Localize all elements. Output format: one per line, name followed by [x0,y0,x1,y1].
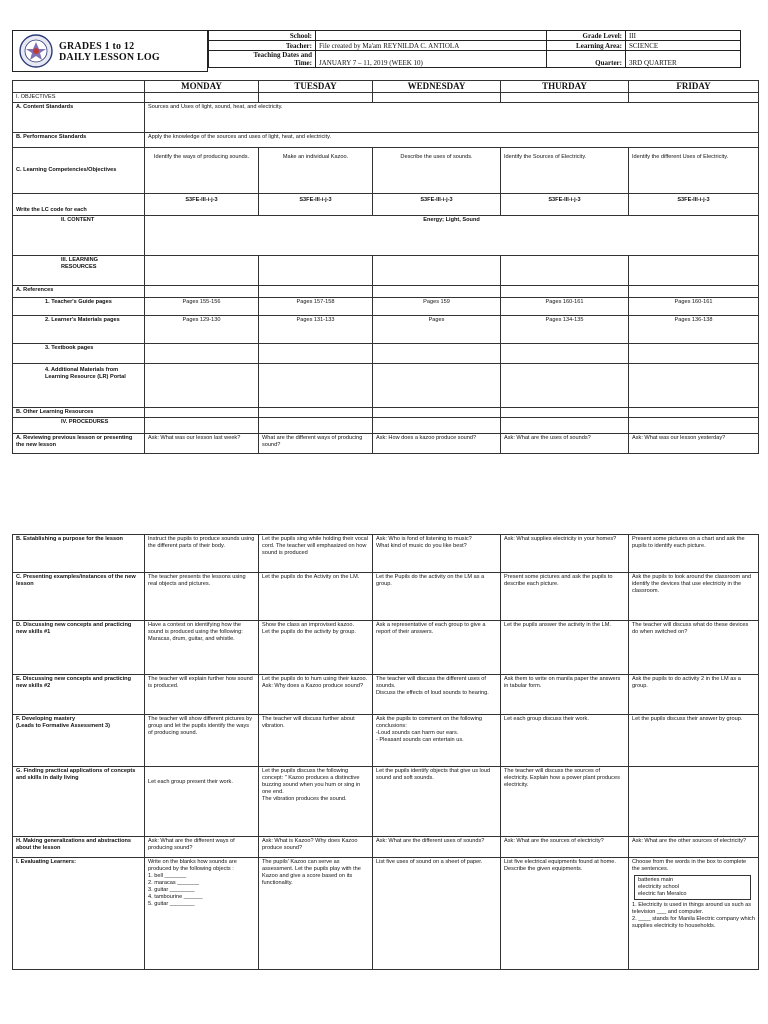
cell-thursday: The teacher will discuss the sources of electricity. Explain how a power plant produces electricity. [501,767,629,837]
performance-standards-value: Apply the knowledge of the sources and uses of light, heat, and electricity. [145,133,759,148]
performance-standards-label: B. Performance Standards [13,133,145,148]
competencies-row [13,148,759,194]
lc-code-wednesday: S3FE-III-i-j-3 [373,194,501,216]
content-standards-value: Sources and Uses of light, sound, heat, and electricity. [145,103,759,133]
eval-thursday: List five electrical equipments found at home. Describe the given equipments. [501,858,629,970]
table-row [13,535,759,573]
cell-friday: Ask the pupils to look around the classroom and identify the devices that use electricity in the classroom. [629,573,759,621]
row-label: H. Making generalizations and abstractions about the lesson [13,837,145,858]
area-value: SCIENCE [626,41,741,51]
learning-resources-label: III. LEARNING RESOURCES [13,256,145,286]
competency-monday: Identify the ways of producing sounds. [145,148,259,194]
grade-label: Grade Level: [547,31,626,41]
eval-friday [629,858,759,970]
teacher-label: Teacher: [209,41,316,51]
cell-wednesday: Ask: Who is fond of listening to music? What kind of music do you like best? [373,535,501,573]
lm-pages-wednesday: Pages [373,316,501,344]
additional-materials-label: 4. Additional Materials from Learning Resource (LR) Portal [13,364,145,408]
header [12,30,757,72]
eval-monday: Write on the blanks how sounds are produced by the following objects : 1. bell _______ 2. maracas _______ 3. guitar ________ 4. tambourine ______ 5. guitar ________ [145,858,259,970]
lm-pages-thursday: Pages 134-135 [501,316,629,344]
cell-wednesday: Ask a representative of each group to give a report of their answers. [373,621,501,675]
cell-thursday: Ask them to write on manila paper the answers in tabular form. [501,675,629,715]
review-label: A. Reviewing previous lesson or presenting the new lesson [13,434,145,454]
tg-pages-monday: Pages 155-156 [145,298,259,316]
competencies-label: C. Learning Competencies/Objectives [13,148,145,194]
eval-friday-items: 1. Electricity is used in things around us such as television ___ and computer. 2. ____ stands for Manila Electric company which supplies electricity to households. [632,902,755,929]
lm-pages-friday: Pages 136-138 [629,316,759,344]
lc-code-label: Write the LC code for each [13,194,145,216]
tg-pages-thursday: Pages 160-161 [501,298,629,316]
quarter-value: 3RD QUARTER [626,51,741,68]
grade-value: III [626,31,741,41]
day-monday: MONDAY [145,81,259,93]
objectives-label: I. OBJECTIVES [13,93,145,103]
cell-monday: Instruct the pupils to produce sounds using the different parts of their body. [145,535,259,573]
teachers-guide-label: 1. Teacher's Guide pages [13,298,145,316]
day-thursday: THURDAY [501,81,629,93]
other-resources-label: B. Other Learning Resources [13,408,145,418]
cell-wednesday: Ask: What are the different uses of sounds? [373,837,501,858]
dates-value: JANUARY 7 – 11, 2019 (WEEK 10) [316,51,547,68]
day-header-row [13,81,759,93]
cell-wednesday: Let the pupils identify objects that give us loud sound and soft sounds. [373,767,501,837]
cell-monday: The teacher presents the lessons using real objects and pictures. [145,573,259,621]
lc-code-monday: S3FE-III-i-j-3 [145,194,259,216]
cell-friday: Ask the pupils to do activity 2 in the LM as a group. [629,675,759,715]
cell-friday: Present some pictures on a chart and ask the pupils to identify each picture. [629,535,759,573]
references-row [13,286,759,298]
performance-standards-row [13,133,759,148]
learning-resources-row [13,256,759,286]
content-row [13,216,759,256]
dates-label-1: Teaching Dates and [253,51,312,59]
competency-wednesday: Describe the uses of sounds. [373,148,501,194]
content-standards-row [13,103,759,133]
eval-wednesday: List five uses of sound on a sheet of paper. [373,858,501,970]
other-resources-row [13,408,759,418]
cell-wednesday: Ask the pupils to comment on the following conclusions: -Loud sounds can harm our ears. - Pleasant sounds can entertain us. [373,715,501,767]
cell-friday [629,767,759,837]
cell-thursday: Ask: What are the sources of electricity? [501,837,629,858]
lc-code-thursday: S3FE-III-i-j-3 [501,194,629,216]
row-label: D. Discussing new concepts and practicing new skills #1 [13,621,145,675]
content-label: II. CONTENT [13,216,145,256]
cell-monday: Have a contest on identifying how the sound is produced using the following: Maracas, drum, guitar, and whistle. [145,621,259,675]
table-row [13,573,759,621]
lc-code-friday: S3FE-III-i-j-3 [629,194,759,216]
lm-pages-monday: Pages 129-130 [145,316,259,344]
school-value [316,31,547,41]
page-title: GRADES 1 to 12 DAILY LESSON LOG [59,41,160,63]
row-label: E. Discussing new concepts and practicing new skills #2 [13,675,145,715]
cell-monday: The teacher will explain further how sound is produced. [145,675,259,715]
lesson-log-table-1 [12,80,759,454]
evaluation-row [13,858,759,970]
lm-pages-tuesday: Pages 131-133 [259,316,373,344]
competency-friday: Identify the different Uses of Electricity. [629,148,759,194]
review-thursday: Ask: What are the uses of sounds? [501,434,629,454]
references-label: A. References [13,286,145,298]
cell-tuesday: Show the class an improvised kazoo. Let the pupils do the activity by group. [259,621,373,675]
tg-pages-tuesday: Pages 157-158 [259,298,373,316]
evaluation-label: I. Evaluating Learners: [13,858,145,970]
logo-box [12,30,208,72]
cell-tuesday: Let the pupils do to hum using their kazoo. Ask: Why does a Kazoo produce sound? [259,675,373,715]
review-wednesday: Ask: How does a kazoo produce sound? [373,434,501,454]
cell-tuesday: Let the pupils discuss the following concept: " Kazoo produces a distinctive buzzing sound when you hum or sing in one end. The vibration produces the sound. [259,767,373,837]
school-label: School: [209,31,316,41]
cell-thursday: Ask: What supplies electricity in your homes? [501,535,629,573]
day-friday: FRIDAY [629,81,759,93]
learners-materials-row [13,316,759,344]
area-label: Learning Area: [547,41,626,51]
textbook-row [13,344,759,364]
content-value: Energy; Light, Sound [145,216,759,256]
cell-wednesday: Let the Pupils do the activity on the LM as a group. [373,573,501,621]
procedures-row [13,418,759,434]
learners-materials-label: 2. Learner's Materials pages [13,316,145,344]
cell-tuesday: Let the pupils do the Activity on the LM. [259,573,373,621]
content-standards-label: A. Content Standards [13,103,145,133]
table-row [13,675,759,715]
lc-code-tuesday: S3FE-III-i-j-3 [259,194,373,216]
review-friday: Ask: What was our lesson yesterday? [629,434,759,454]
teacher-value: File created by Ma'am REYNILDA C. ANTIOLA [316,41,547,51]
review-tuesday: What are the different ways of producing sound? [259,434,373,454]
additional-materials-row [13,364,759,408]
blank-corner [13,81,145,93]
word-box: batteries main electricity school electric fan Meralco [634,875,751,900]
cell-tuesday: Ask: What is Kazoo? Why does Kazoo produce sound? [259,837,373,858]
cell-friday: Let the pupils discuss their answer by group. [629,715,759,767]
cell-friday: The teacher will discuss what do these devices do when switched on? [629,621,759,675]
table-row [13,621,759,675]
cell-tuesday: The teacher will discuss further about vibration. [259,715,373,767]
cell-monday: Let each group present their work. [145,767,259,837]
cell-friday: Ask: What are the other sources of electricity? [629,837,759,858]
day-wednesday: WEDNESDAY [373,81,501,93]
cell-thursday: Let each group discuss their work. [501,715,629,767]
review-row [13,434,759,454]
cell-monday: Ask: What are the different ways of producing sound? [145,837,259,858]
row-label: B. Establishing a purpose for the lesson [13,535,145,573]
eval-tuesday: The pupils' Kazoo can serve as assessment. Let the pupils play with the Kazoo and give a score based on its functionality. [259,858,373,970]
deped-seal-icon [19,34,53,68]
cell-monday: The teacher will show different pictures by group and let the pupils identify the ways of producing sound. [145,715,259,767]
table-row [13,837,759,858]
teachers-guide-row [13,298,759,316]
competency-tuesday: Make an individual Kazoo. [259,148,373,194]
cell-thursday: Let the pupils answer the activity in the LM. [501,621,629,675]
header-info-table [208,30,741,68]
quarter-label: Quarter: [547,51,626,68]
row-label: C. Presenting examples/instances of the new lesson [13,573,145,621]
textbook-label: 3. Textbook pages [13,344,145,364]
cell-thursday: Present some pictures and ask the pupils to describe each picture. [501,573,629,621]
lesson-log-table-2 [12,534,759,970]
table-row [13,715,759,767]
competency-thursday: Identify the Sources of Electricity. [501,148,629,194]
lc-code-row [13,194,759,216]
table-row [13,767,759,837]
procedures-label: IV. PROCEDURES [13,418,145,434]
eval-friday-intro: Choose from the words in the box to complete the sentences. [632,859,747,872]
cell-wednesday: The teacher will discuss the different uses of sounds. Discuss the effects of loud sounds to hearing. [373,675,501,715]
tg-pages-friday: Pages 160-161 [629,298,759,316]
objectives-row [13,93,759,103]
tg-pages-wednesday: Pages 159 [373,298,501,316]
cell-tuesday: Let the pupils sing while holding their vocal cord. The teacher will emphasized on how sound is produced [259,535,373,573]
dates-label-2: Time: [294,59,312,67]
dates-label [209,51,316,68]
day-tuesday: TUESDAY [259,81,373,93]
row-label: F. Developing mastery (Leads to Formative Assessment 3) [13,715,145,767]
row-label: G. Finding practical applications of concepts and skills in daily living [13,767,145,837]
review-monday: Ask: What was our lesson last week? [145,434,259,454]
